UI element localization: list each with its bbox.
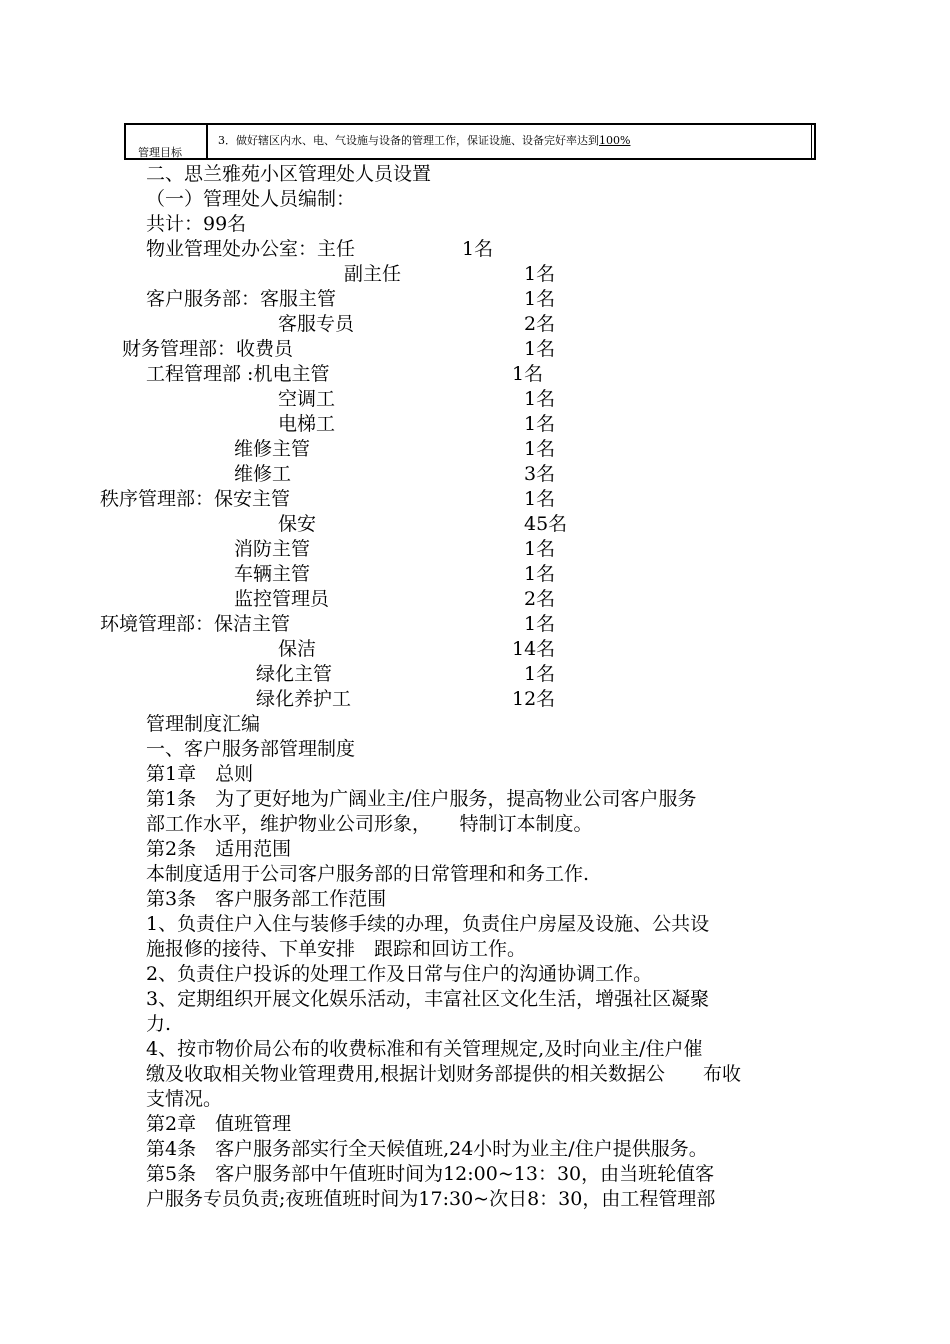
staff-row-count: 1名 — [524, 663, 556, 685]
body-line: 2、负责住户投诉的处理工作及日常与住户的沟通协调工作。 — [146, 963, 653, 985]
staff-row-label: 保安 — [278, 513, 317, 535]
staff-row-count: 1名 — [524, 288, 556, 310]
body-line: 管理制度汇编 — [146, 713, 261, 735]
body-line: 缴及收取相关物业管理费用,根据计划财务部提供的相关数据公 布收 — [146, 1063, 742, 1085]
body-line: 第2条 适用范围 — [146, 838, 292, 860]
staff-row-count: 1名 — [524, 438, 556, 460]
staff-row-count: 2名 — [524, 313, 556, 335]
body-line: 第1章 总则 — [146, 763, 254, 785]
staff-row-label: 绿化主管 — [256, 663, 333, 685]
body-line: 第1条 为了更好地为广阔业主/住户服务，提高物业公司客户服务 — [146, 788, 697, 810]
body-line: 力. — [146, 1013, 172, 1035]
staff-row-count: 1名 — [512, 363, 544, 385]
staff-row-label: 消防主管 — [234, 538, 311, 560]
staff-heading: 二、思兰雅苑小区管理处人员设置 — [146, 163, 432, 185]
goal-percent: 100% — [599, 134, 631, 147]
staff-row-count: 1名 — [524, 563, 556, 585]
staff-row-label: 客服专员 — [278, 313, 355, 335]
staff-row-label: 绿化养护工 — [256, 688, 352, 710]
staff-row-count: 3名 — [524, 463, 556, 485]
body-line: 一、客户服务部管理制度 — [146, 738, 356, 760]
body-line: 本制度适用于公司客户服务部的日常管理和和务工作. — [146, 863, 590, 885]
staff-row-label: 电梯工 — [278, 413, 336, 435]
staff-row-label: 客户服务部：客服主管 — [146, 288, 337, 310]
body-line: 第3条 客户服务部工作范围 — [146, 888, 387, 910]
staff-row-count: 1名 — [524, 263, 556, 285]
staff-row-count: 1名 — [524, 413, 556, 435]
staff-row-count: 1名 — [524, 338, 556, 360]
goal-table-label-cell — [126, 125, 208, 158]
staff-row-count: 1名 — [524, 388, 556, 410]
body-line: 部工作水平，维护物业公司形象， 特制订本制度。 — [146, 813, 593, 835]
staff-row-label: 保洁 — [278, 638, 317, 660]
staff-row-count: 1名 — [462, 238, 494, 260]
staff-row-count: 1名 — [524, 613, 556, 635]
body-line: 3、定期组织开展文化娱乐活动，丰富社区文化生活，增强社区凝聚 — [146, 988, 710, 1010]
staff-row-count: 14名 — [512, 638, 556, 660]
staff-row-label: 财务管理部：收费员 — [122, 338, 294, 360]
body-line: 第5条 客户服务部中午值班时间为12:00~13：30，由当班轮值客 — [146, 1163, 715, 1185]
staff-row-label: 维修工 — [234, 463, 292, 485]
staff-total: 共计：99名 — [146, 213, 247, 235]
goal-text: 3．做好辖区内水、电、气设施与设备的管理工作，保证设施、设备完好率达到 — [218, 134, 599, 147]
staff-row-label: 监控管理员 — [234, 588, 330, 610]
body-line: 施报修的接待、下单安排 跟踪和回访工作。 — [146, 938, 527, 960]
staff-row-label: 工程管理部 :机电主管 — [146, 363, 330, 385]
staff-row-count: 1名 — [524, 538, 556, 560]
staff-row-count: 45名 — [524, 513, 568, 535]
body-line: 户服务专员负责;夜班值班时间为17:30~次日8：30，由工程管理部 — [146, 1188, 716, 1210]
staff-row-label: 空调工 — [278, 388, 336, 410]
staff-subheading: （一）管理处人员编制： — [146, 188, 356, 210]
body-line: 支情况。 — [146, 1088, 223, 1110]
body-line: 第4条 客户服务部实行全天候值班,24小时为业主/住户提供服务。 — [146, 1138, 708, 1160]
goal-table-label: 管理目标 — [138, 146, 182, 159]
body-line: 第2章 值班管理 — [146, 1113, 292, 1135]
staff-row-label: 环境管理部：保洁主管 — [100, 613, 291, 635]
body-line: 1、负责住户入住与装修手续的办理，负责住户房屋及设施、公共设 — [146, 913, 710, 935]
goal-table — [124, 123, 816, 160]
staff-row-count: 12名 — [512, 688, 556, 710]
staff-row-label: 秩序管理部：保安主管 — [100, 488, 291, 510]
staff-row-label: 维修主管 — [234, 438, 311, 460]
staff-row-label: 副主任 — [344, 263, 402, 285]
staff-row-count: 2名 — [524, 588, 556, 610]
staff-row-label: 车辆主管 — [234, 563, 311, 585]
staff-row-count: 1名 — [524, 488, 556, 510]
staff-row-label: 物业管理处办公室：主任 — [146, 238, 356, 260]
goal-table-content — [218, 132, 630, 148]
body-line: 4、按市物价局公布的收费标准和有关管理规定,及时向业主/住户催 — [146, 1038, 703, 1060]
